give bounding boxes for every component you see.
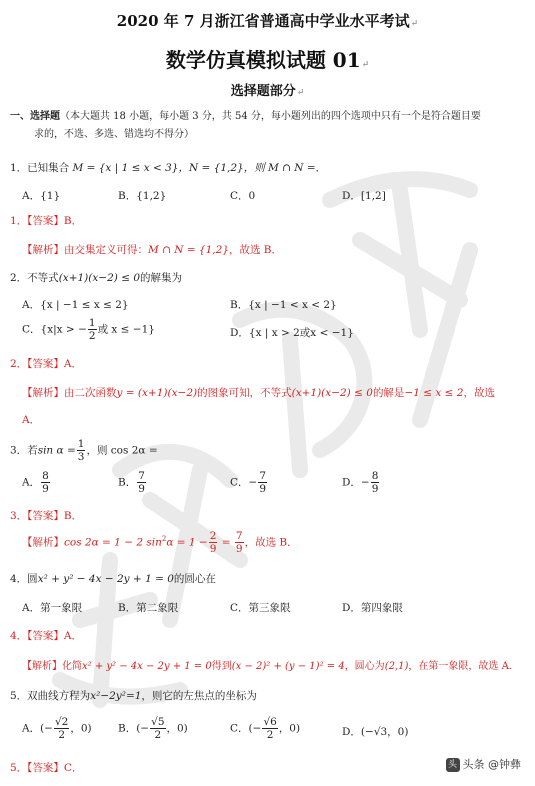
section-intro (10, 108, 528, 144)
question-2-stem: 2．不等式(x+1)(x−2) ≤ 0的解集为 (10, 272, 183, 284)
q1-option-c: C．0 (230, 190, 256, 202)
section-desc-1: （本大题共 18 小题，每小题 3 分，共 54 分，每小题列出的四个选项中只有一个是符合题目要 (60, 111, 481, 122)
section-desc-2: 求的，不选、多选、错选均不得分） (34, 129, 194, 140)
q5-option-d: D．(−√3，0) (342, 726, 409, 738)
q2-answer: 2．【答案】A． (10, 358, 83, 370)
q4-option-b: B．第二象限 (118, 602, 179, 614)
q3-analysis: 【解析】cos 2α = 1 − 2 $\sin^2\alpha = 1$ − $\frac{2}{9}$ = $\frac{7}{9}$ ，故选 B． (22, 530, 298, 555)
q1-answer: 1．【答案】B． (10, 215, 83, 227)
q2-analysis-end: A． (22, 414, 41, 426)
test-title: 数学仿真模拟试题 01↵ (165, 48, 370, 72)
q3-answer: 3．【答案】B． (10, 510, 83, 522)
exam-title: 2020 年 7 月浙江省普通高中学业水平考试↵ (116, 12, 419, 30)
q1-option-a: A．{1} (22, 190, 61, 202)
q3-option-b: B． $\frac{7}{9}$ (118, 470, 145, 495)
footer-credit (446, 756, 522, 772)
q4-option-d: D．第四象限 (342, 602, 403, 614)
q1-option-b: B．{1,2} (118, 190, 167, 202)
q4-answer: 4．【答案】A． (10, 630, 83, 642)
question-4-stem: 4．圆x² + y² − 4x − 2y + 1 = 0的圆心在 (10, 573, 216, 585)
question-3-stem: 3．若sin α = $\frac{1}{3}$ ，则 cos 2α = (10, 438, 158, 463)
part-title: 选择题部分↵ (230, 84, 305, 99)
q5-option-b: B．(− $\frac{√5}{2}$ ，0) (118, 716, 188, 741)
q3-option-c: C．− $\frac{7}{9}$ (230, 470, 267, 495)
q3-option-d: D．− $\frac{8}{9}$ (342, 470, 379, 495)
question-1-stem: 1．已知集合 M = {x | 1 ≤ x < 3}，N = {1,2}，则 M ∩ N =． (10, 162, 327, 174)
section-label: 一、选择题 (10, 111, 60, 122)
q4-option-c: C．第三象限 (230, 602, 291, 614)
q1-option-d: D．[1,2] (342, 190, 386, 202)
q2-option-a: A．{x | −1 ≤ x ≤ 2} (22, 299, 129, 311)
q2-option-b: B．{x | −1 < x < 2} (230, 299, 337, 311)
toutiao-logo-icon: 头 (446, 758, 460, 772)
q3-option-a: A． $\frac{8}{9}$ (22, 470, 49, 495)
footer-credit-text: 头条 @钟彝 (462, 758, 521, 771)
q2-analysis: 【解析】由二次函数y = (x+1)(x−2)的图象可知，不等式(x+1)(x−2) ≤ 0的解是−1 ≤ x ≤ 2，故选 (22, 387, 495, 399)
q4-option-a: A．第一象限 (22, 602, 83, 614)
question-5-stem: 5．双曲线方程为x²−2y²=1，则它的左焦点的坐标为 (10, 690, 257, 702)
q5-option-c: C．(− $\frac{√6}{2}$ ，0) (230, 716, 301, 741)
q4-analysis: 【解析】化简x² + y² − 4x − 2y + 1 = 0得到(x − 2)² + (y − 1)² = 4，圆心为(2,1)，在第一象限，故选 A． (22, 661, 519, 672)
q2-option-d: D．{x | x > 2或x < −1} (230, 327, 354, 339)
q5-answer: 5．【答案】C． (10, 762, 83, 774)
q1-analysis: 【解析】由交集定义可得：M ∩ N = {1,2}，故选 B． (22, 244, 283, 256)
q2-option-c: C．{x|x > − $\frac{1}{2}$ 或 x ≤ −1} (22, 317, 155, 342)
q5-option-a: A．(− $\frac{√2}{2}$ ，0) (22, 716, 92, 741)
